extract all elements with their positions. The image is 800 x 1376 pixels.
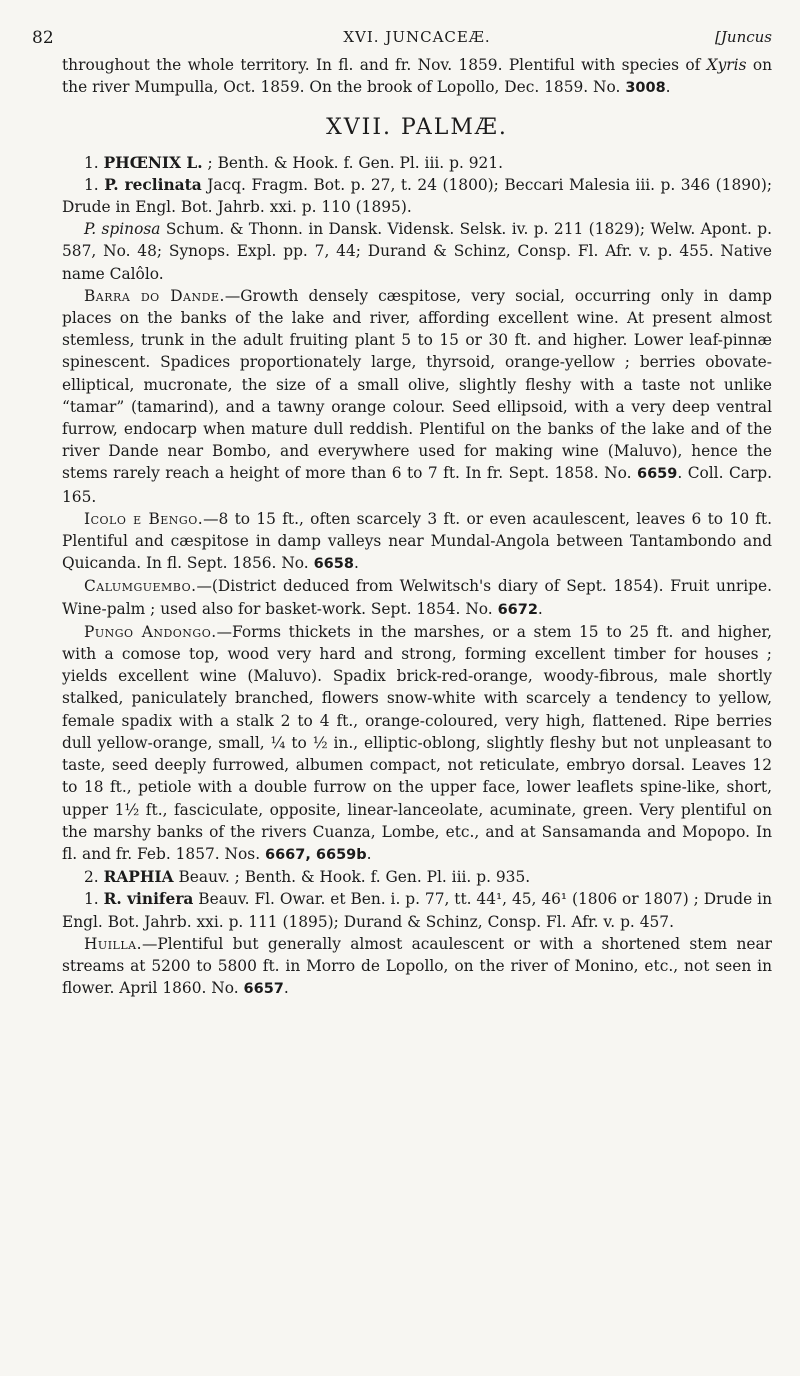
species-phoenix-reclinata: 1. P. reclinata Jacq. Fragm. Bot. p. 27, t. 24 (1800); Beccari Malesia iii. p. 346 (1890); Drude in Engl. Bot. Jahrb. xxi. p. 110 (1895).: [62, 175, 773, 217]
locality-icolo-e-bengo: Icolo e Bengo.—8 to 15 ft., often scarcely 3 ft. or even acaulescent, leaves 6 to 10 ft. Plentiful and cæspitose in damp valleys near Mundal-Angola between Tantambondo and Quicanda. In fl. Sept. 1856. No. 6658.: [62, 509, 772, 573]
locality-barra-do-dande: Barra do Dande.—Growth densely cæspitose, very social, occurring only in damp places on the banks of the lake and river, affording excellent wine. At present almost stemless, trunk in the adult fruiting plant 5 to 15 or 30 ft. and higher. Lower leaf-pinnæ spinescent. Spadices proportionately large, thyrsoid, orange-yellow ; berries obovate-elliptical, mucronate, the size of a small olive, slightly fleshy with a taste not unlike “tamar” (tamarind), and a tawny orange colour. Seed ellipsoid, with a very deep ventral furrow, endocarp when mature dull reddish. Plentiful on the banks of the lake and of the river Dande near Bombo, and everywhere used for making wine (Maluvo), hence the stems rarely reach a height of more than 6 to 7 ft. In fr. Sept. 1858. No. 6659. Coll. Carp. 165.: [62, 286, 772, 506]
page-number: 82: [32, 28, 54, 48]
section-heading: XVI. JUNCACEÆ.: [343, 28, 491, 46]
synonym-phoenix-spinosa: P. spinosa Schum. & Thonn. in Dansk. Vidensk. Selsk. iv. p. 211 (1829); Welw. Apont. p. 587, No. 48; Synops. Expl. pp. 7, 44; Durand & Schinz, Consp. Fl. Afr. v. p. 455. Native name Calôlo.: [62, 220, 772, 283]
locality-huilla: Huilla.—Plentiful but generally almost acaulescent or with a shortened stem near streams at 5200 to 5800 ft. in Morro de Lopollo, on the river of Monino, etc., not seen in flower. April 1860. No. 6657.: [62, 934, 772, 998]
page-header: [32, 28, 772, 54]
book-page: [32, 28, 773, 1000]
locality-calumguembo: Calumguembo.—(District deduced from Welwitsch's diary of Sept. 1854). Fruit unripe. Wine-palm ; used also for basket-work. Sept. 1854. No. 6672.: [62, 577, 772, 618]
running-head: [Juncus: [715, 28, 772, 46]
species-raphia-vinifera: 1. R. vinifera Beauv. Fl. Owar. et Ben. i. p. 77, tt. 44¹, 45, 46¹ (1806 or 1807) ; Drude in Engl. Bot. Jahrb. xxi. p. 111 (1895); Durand & Schinz, Consp. Fl. Afr. v. p. 457.: [62, 890, 772, 931]
genus-raphia: 2. RAPHIA Beauv. ; Benth. & Hook. f. Gen. Pl. iii. p. 935.: [84, 868, 531, 887]
intro-paragraph: throughout the whole territory. In fl. and fr. Nov. 1859. Plentiful with species of Xyris on the river Mumpulla, Oct. 1859. On the brook of Lopollo, Dec. 1859. No. 3008.: [62, 56, 772, 97]
family-title: XVII. PALMÆ.: [326, 115, 508, 141]
page-body: [62, 54, 772, 1000]
locality-pungo-andongo: Pungo Andongo.—Forms thickets in the marshes, or a stem 15 to 25 ft. and higher, with a comose top, wood very hard and strong, forming excellent timber for houses ; yields excellent wine (Maluvo). Spadix brick-red-orange, woody-fibrous, male shortly stalked, paniculately branched, flowers snow-white with scarcely a tendency to yellow, female spadix with a stalk 2 to 4 ft., orange-coloured, very high, flattened. Ripe berries dull yellow-orange, small, ¼ to ½ in., elliptic-oblong, slightly fleshy but not unpleasant to taste, seed deeply furrowed, albumen compact, not reticulate, embryo dorsal. Leaves 12 to 18 ft., petiole with a double furrow on the upper face, lower leaflets spine-like, short, upper 1½ ft., fasciculate, opposite, linear-lanceolate, acuminate, green. Very plentiful on the marshy banks of the rivers Cuanza, Lombe, etc., and at Sansamanda and Mopopo. In fl. and fr. Feb. 1857. Nos. 6667, 6659b.: [62, 622, 772, 863]
genus-phoenix: 1. PHŒNIX L. ; Benth. & Hook. f. Gen. Pl. iii. p. 921.: [84, 153, 503, 172]
